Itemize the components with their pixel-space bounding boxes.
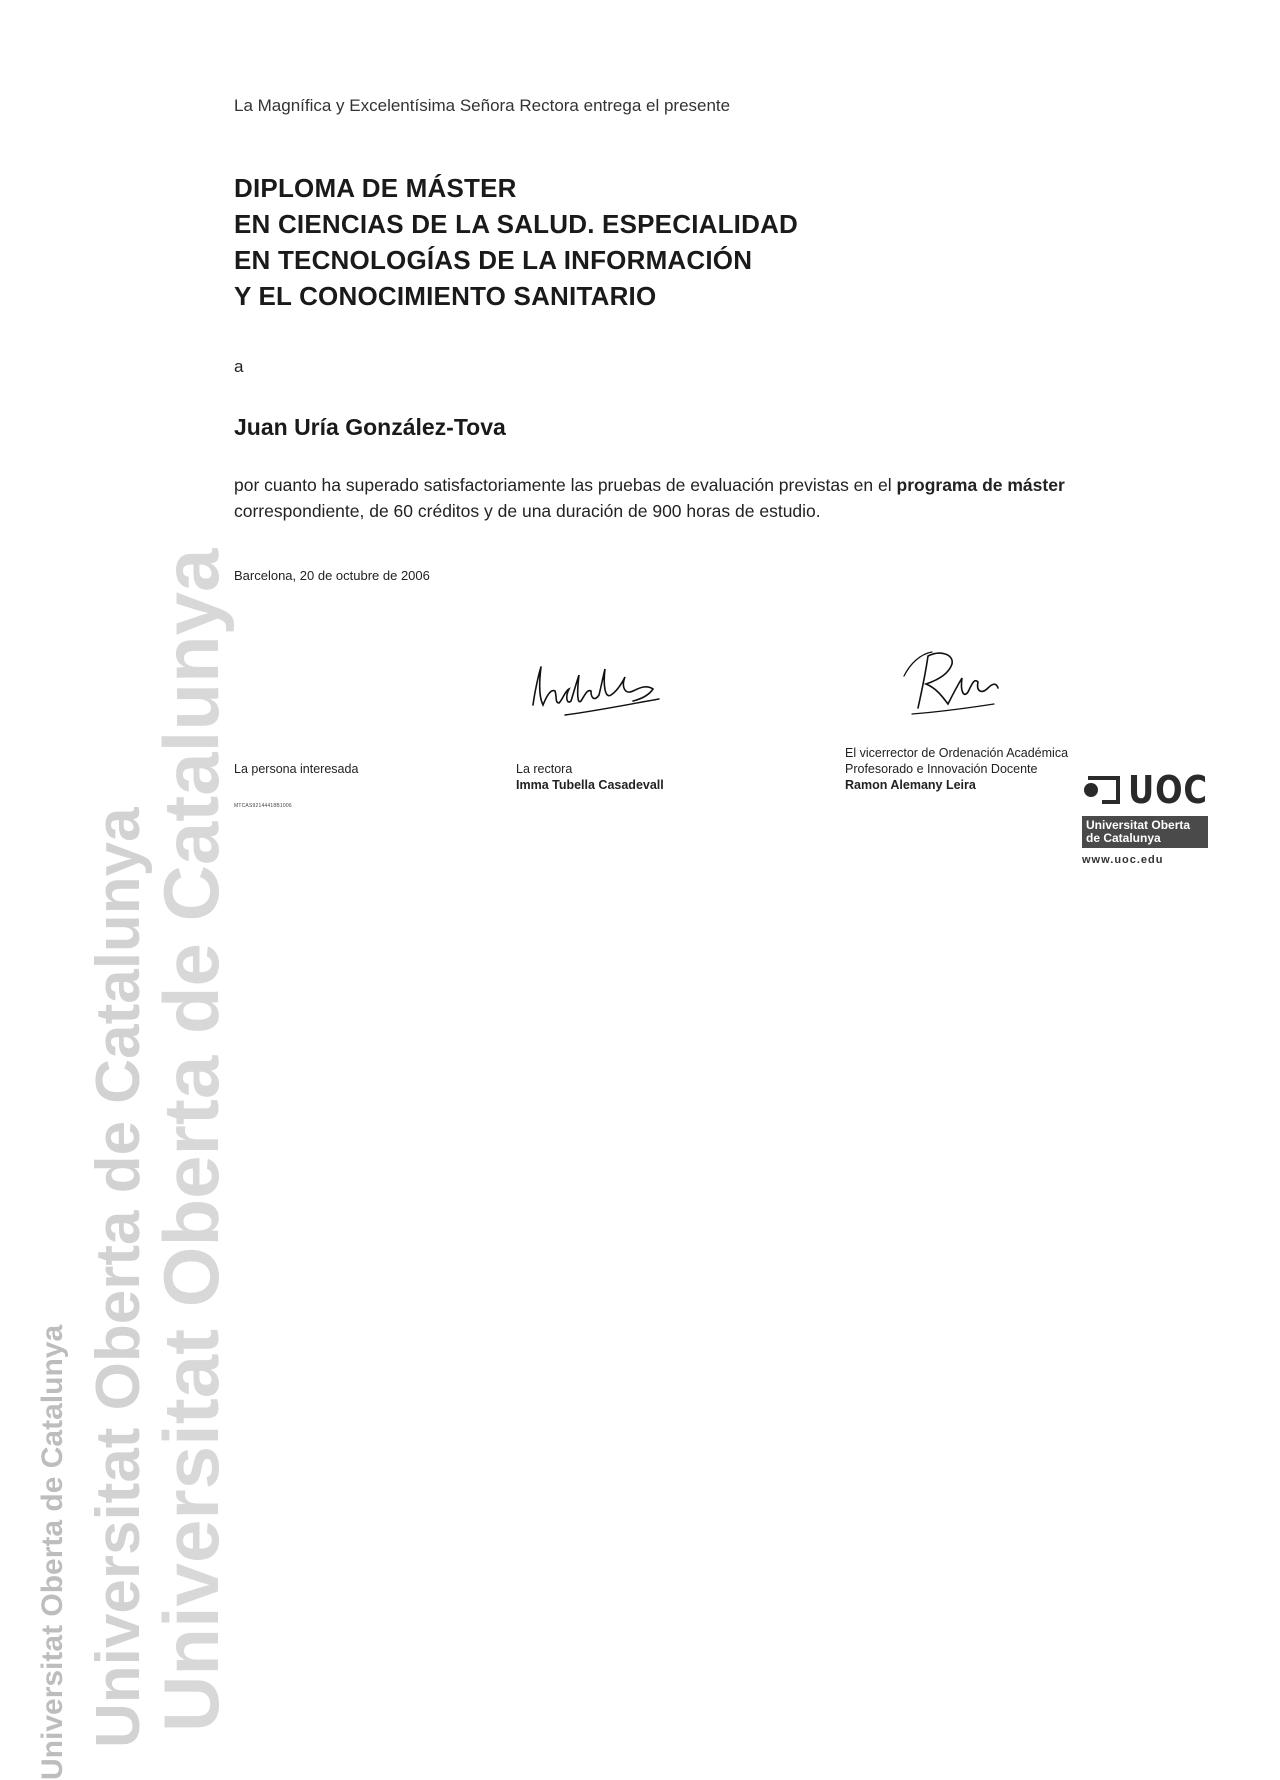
intro-text: La Magnífica y Excelentísima Señora Rectora entrega el presente xyxy=(234,96,731,115)
watermark-text-2: Universitat Oberta de Catalunya xyxy=(36,1324,69,1780)
logo-symbol-icon xyxy=(1082,775,1122,805)
vicerector-signature-block xyxy=(845,745,1068,793)
title-line: Y EL CONOCIMIENTO SANITARIO xyxy=(234,281,657,311)
vicerector-name: Ramon Alemany Leira xyxy=(845,778,976,792)
diploma-title xyxy=(234,170,798,314)
vicerector-signature xyxy=(898,648,1003,723)
rector-name: Imma Tubella Casadevall xyxy=(516,778,664,792)
uoc-logo xyxy=(1082,770,1212,866)
watermark xyxy=(0,0,235,1780)
body-text-1: por cuanto ha superado satisfactoriamente las pruebas de evaluación previstas en el xyxy=(234,475,897,495)
watermark-text-1: Universitat Oberta de Catalunya xyxy=(84,807,153,1748)
logo-mark-row xyxy=(1082,770,1212,810)
body-text-2: correspondiente, de 60 créditos y de una duración de 900 horas de estudio. xyxy=(234,501,821,521)
rector-signature xyxy=(525,655,665,720)
rector-signature-block xyxy=(516,761,664,793)
watermark-text-3: Universitat Oberta de Catalunya xyxy=(147,548,235,1732)
recipient-name: Juan Uría González-Tova xyxy=(234,414,506,440)
vicerector-role-1: El vicerrector de Ordenación Académica xyxy=(845,746,1069,760)
title-line: EN CIENCIAS DE LA SALUD. ESPECIALIDAD xyxy=(234,209,799,239)
interested-signature-block xyxy=(234,761,358,777)
logo-box-line-1: Universitat Oberta xyxy=(1086,818,1191,832)
place-date: Barcelona, 20 de octubre de 2006 xyxy=(234,568,430,583)
logo-name-box xyxy=(1082,816,1208,848)
vicerector-role-2: Profesorado e Innovación Docente xyxy=(845,762,1038,776)
title-line: DIPLOMA DE MÁSTER xyxy=(234,173,517,203)
body-paragraph xyxy=(234,472,1114,524)
interested-label: La persona interesada xyxy=(234,762,359,776)
rector-role: La rectora xyxy=(516,762,573,776)
logo-box-line-2: de Catalunya xyxy=(1086,831,1161,845)
logo-word: UOC xyxy=(1128,768,1208,812)
recipient-prefix: a xyxy=(234,357,244,376)
logo-url: www.uoc.edu xyxy=(1082,854,1164,866)
title-line: EN TECNOLOGÍAS DE LA INFORMACIÓN xyxy=(234,245,753,275)
document-code: MTCAS92144418B1006 xyxy=(234,803,292,809)
body-bold: programa de máster xyxy=(896,475,1065,495)
